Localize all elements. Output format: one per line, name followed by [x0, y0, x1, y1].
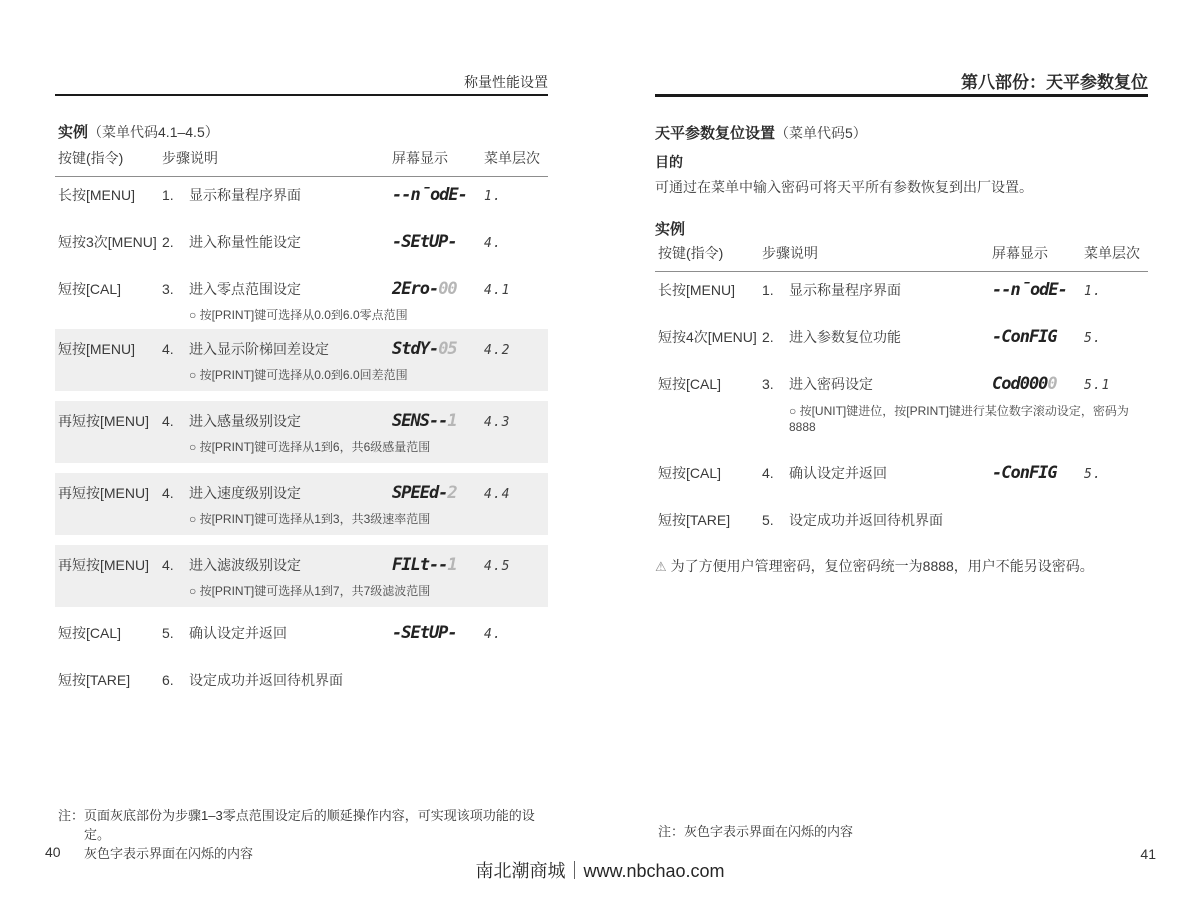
col-header-key: 按键(指令)	[58, 150, 124, 166]
col-header-level: 菜单层次	[484, 150, 540, 166]
section-title-label: 天平参数复位设置	[655, 125, 776, 142]
lcd-display	[392, 483, 484, 503]
example-menu-code: （菜单代码4.1–4.5）	[88, 124, 219, 140]
table-row	[655, 327, 1148, 349]
lcd-main: FILt--	[392, 555, 448, 575]
key-command: 短按[CAL]	[58, 625, 122, 641]
step-number: 1.	[762, 282, 774, 298]
footnote-line: 灰色字表示界面在闪烁的内容	[684, 824, 854, 839]
menu-level: 4.3	[484, 415, 511, 430]
header-rule	[655, 94, 1148, 97]
lcd-flash-digits: 0	[1047, 374, 1057, 394]
site-footer	[0, 857, 1200, 883]
table-row-highlighted	[55, 545, 548, 607]
step-text: 设定成功并返回待机界面	[189, 672, 343, 688]
lcd-display	[392, 411, 484, 431]
menu-level: 5.1	[1084, 378, 1111, 393]
lcd-display	[392, 279, 484, 299]
footnote	[58, 806, 548, 863]
col-header-level: 菜单层次	[1084, 245, 1140, 261]
lcd-display	[992, 463, 1084, 483]
footer-separator: ｜	[565, 861, 584, 881]
manual-page-left	[45, 0, 548, 906]
lcd-main: -ConFIG	[992, 327, 1057, 347]
lcd-display	[392, 623, 484, 643]
menu-level	[1084, 510, 1148, 512]
steps-table	[655, 243, 1148, 530]
key-command: 短按[TARE]	[658, 512, 731, 528]
step-sub-note: ○ 按[PRINT]键可选择从1到3，共3级速率范围	[189, 512, 431, 526]
lcd-flash-digits: 1	[447, 555, 457, 575]
menu-level: 1.	[1084, 284, 1102, 299]
footnote-body	[84, 806, 548, 863]
step-text: 进入滤波级别设定	[189, 557, 301, 573]
key-command: 再短按[MENU]	[58, 413, 149, 429]
menu-level: 5.	[1084, 331, 1102, 346]
page-header-title: 称量性能设置	[464, 74, 548, 90]
purpose-heading: 目的	[655, 154, 683, 170]
footnote	[658, 822, 853, 841]
step-number: 5.	[162, 625, 174, 641]
example-label: 实例	[655, 221, 686, 238]
col-header-step: 步骤说明	[762, 245, 818, 261]
lcd-main: -ConFIG	[992, 463, 1057, 483]
lcd-display	[392, 185, 484, 205]
step-number: 2.	[162, 234, 174, 250]
footnote-line: 页面灰底部份为步骤1–3零点范围设定后的顺延操作内容，可实现该项功能的设定。	[84, 808, 535, 842]
key-command: 再短按[MENU]	[58, 485, 149, 501]
lcd-flash-digits: 00	[438, 279, 457, 299]
footnote-label: 注：	[658, 824, 685, 839]
table-row-highlighted	[55, 329, 548, 391]
page-header-title: 第八部份：天平参数复位	[961, 73, 1148, 92]
step-cell	[762, 463, 992, 483]
step-text: 进入密码设定	[789, 376, 873, 392]
lcd-main: SENS--	[392, 411, 448, 431]
table-row	[55, 185, 548, 207]
step-number: 4.	[162, 413, 174, 429]
steps-table	[55, 148, 548, 690]
step-cell	[162, 185, 392, 205]
lcd-flash-digits: 05	[438, 339, 457, 359]
step-text: 显示称量程序界面	[189, 187, 301, 203]
step-text: 显示称量程序界面	[789, 282, 901, 298]
menu-level: 4.	[484, 627, 502, 642]
page-number: 40	[45, 844, 61, 860]
step-text: 设定成功并返回待机界面	[789, 512, 943, 528]
step-cell	[162, 623, 392, 643]
step-number: 6.	[162, 672, 174, 688]
step-sub-note: ○ 按[PRINT]键可选择从0.0到6.0零点范围	[189, 308, 408, 322]
menu-level: 5.	[1084, 467, 1102, 482]
step-cell	[162, 279, 392, 299]
step-cell	[162, 232, 392, 252]
purpose-text: 可通过在菜单中输入密码可将天平所有参数恢复到出厂设置。	[655, 179, 1033, 195]
step-text: 进入称量性能设定	[189, 234, 301, 250]
menu-level: 4.2	[484, 343, 511, 358]
key-command: 短按[CAL]	[58, 281, 122, 297]
menu-level: 1.	[484, 189, 502, 204]
step-cell	[762, 510, 992, 530]
key-command: 长按[MENU]	[658, 282, 735, 298]
example-label: 实例	[58, 124, 89, 141]
step-text: 确认设定并返回	[189, 625, 287, 641]
table-row	[655, 510, 1148, 530]
header-rule	[55, 94, 548, 96]
step-text: 进入零点范围设定	[189, 281, 301, 297]
step-sub-note: ○ 按[PRINT]键可选择从1到6，共6级感量范围	[189, 440, 431, 454]
step-text: 进入参数复位功能	[789, 329, 901, 345]
menu-level: 4.4	[484, 487, 511, 502]
step-cell	[162, 339, 392, 359]
step-sub-note: ○ 按[PRINT]键可选择从0.0到6.0回差范围	[189, 368, 408, 382]
step-text: 进入显示阶梯回差设定	[189, 341, 329, 357]
step-cell	[762, 327, 992, 347]
step-cell	[762, 374, 992, 394]
key-command: 短按3次[MENU]	[58, 234, 157, 250]
lcd-main: 2Ero-	[392, 279, 439, 299]
step-text: 确认设定并返回	[789, 465, 887, 481]
menu-level: 4.5	[484, 559, 511, 574]
step-number: 5.	[762, 512, 774, 528]
step-number: 4.	[162, 341, 174, 357]
table-row	[655, 280, 1148, 302]
table-row	[55, 670, 548, 690]
step-number: 2.	[762, 329, 774, 345]
warning-note	[655, 556, 1094, 577]
step-cell	[162, 670, 392, 690]
warning-text: 为了方便用户管理密码，复位密码统一为8888，用户不能另设密码。	[670, 558, 1094, 574]
lcd-display	[992, 374, 1084, 394]
step-text: 进入速度级别设定	[189, 485, 301, 501]
section-menu-code: （菜单代码5）	[775, 125, 867, 141]
table-row	[655, 374, 1148, 435]
key-command: 短按4次[MENU]	[658, 329, 757, 345]
key-command: 短按[TARE]	[58, 672, 131, 688]
warning-icon: ⚠	[655, 559, 667, 574]
table-row	[55, 623, 548, 645]
step-number: 1.	[162, 187, 174, 203]
table-row-highlighted	[55, 473, 548, 535]
footer-url: www.nbchao.com	[583, 861, 725, 881]
step-text: 进入感量级别设定	[189, 413, 301, 429]
lcd-display	[392, 232, 484, 252]
lcd-main: SPEEd-	[392, 483, 448, 503]
lcd-main: -SEtUP-	[392, 232, 457, 252]
col-header-display: 屏幕显示	[392, 150, 448, 166]
lcd-flash-digits: 2	[447, 483, 457, 503]
step-number: 4.	[162, 557, 174, 573]
lcd-main: StdY-	[392, 339, 439, 359]
table-row	[55, 232, 548, 254]
table-row	[55, 279, 548, 323]
step-cell	[162, 411, 392, 431]
table-header-row	[55, 148, 548, 177]
footer-site-name: 南北潮商城	[475, 861, 566, 881]
table-row	[655, 463, 1148, 485]
step-sub-note: ○ 按[PRINT]键可选择从1到7，共7级滤波范围	[189, 584, 431, 598]
lcd-display	[392, 555, 484, 575]
menu-level	[484, 670, 548, 672]
example-heading	[58, 121, 219, 142]
lcd-display	[392, 339, 484, 359]
menu-level: 4.	[484, 236, 502, 251]
step-sub-note: ○ 按[UNIT]键进位，按[PRINT]键进行某位数字滚动设定，密码为8888	[789, 404, 1129, 434]
table-header-row	[655, 243, 1148, 272]
step-number: 4.	[162, 485, 174, 501]
step-cell	[762, 280, 992, 300]
col-header-step: 步骤说明	[162, 150, 218, 166]
footer-site-link[interactable]	[475, 861, 724, 881]
manual-page-right	[655, 0, 1156, 906]
table-row-highlighted	[55, 401, 548, 463]
lcd-main: --n̄odE-	[992, 280, 1067, 300]
lcd-display	[992, 280, 1084, 300]
key-command: 短按[MENU]	[58, 341, 135, 357]
step-number: 3.	[762, 376, 774, 392]
step-cell	[162, 483, 392, 503]
footnote-line: 灰色字表示界面在闪烁的内容	[84, 846, 254, 861]
col-header-key: 按键(指令)	[658, 245, 724, 261]
page-number: 41	[1140, 846, 1156, 862]
step-number: 4.	[762, 465, 774, 481]
col-header-display: 屏幕显示	[992, 245, 1048, 261]
lcd-display	[992, 327, 1084, 347]
footnote-label: 注：	[58, 808, 85, 823]
lcd-main: --n̄odE-	[392, 185, 467, 205]
menu-level: 4.1	[484, 283, 511, 298]
key-command: 再短按[MENU]	[58, 557, 149, 573]
lcd-main: -SEtUP-	[392, 623, 457, 643]
lcd-main: Cod000	[992, 374, 1048, 394]
key-command: 长按[MENU]	[58, 187, 135, 203]
section-heading	[655, 122, 867, 143]
step-number: 3.	[162, 281, 174, 297]
lcd-flash-digits: 1	[447, 411, 457, 431]
key-command: 短按[CAL]	[658, 465, 722, 481]
step-cell	[162, 555, 392, 575]
key-command: 短按[CAL]	[658, 376, 722, 392]
